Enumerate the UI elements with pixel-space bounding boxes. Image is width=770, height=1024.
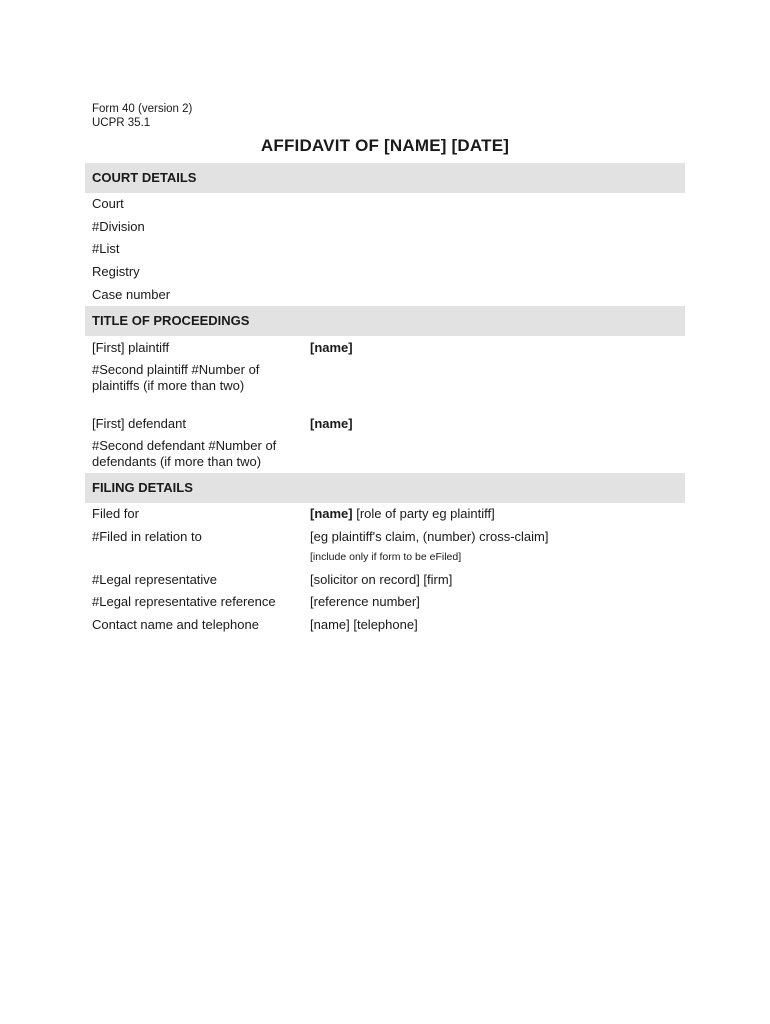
filed-for-label: Filed for xyxy=(92,506,139,521)
case-number-label: Case number xyxy=(92,287,171,302)
filed-in-relation-value: [eg plaintiff's claim, (number) cross-claim] xyxy=(310,529,549,544)
court-label: Court xyxy=(92,196,124,211)
filing-details-header: FILING DETAILS xyxy=(85,473,685,503)
second-plaintiff-label: #Second plaintiff #Number of plaintiffs (if more than two) xyxy=(92,362,260,393)
first-defendant-value: [name] xyxy=(310,416,353,431)
legal-representative-value: [solicitor on record] [firm] xyxy=(310,572,453,587)
filed-for-value xyxy=(310,506,495,522)
second-defendant-label: #Second defendant #Number of defendants (if more than two) xyxy=(92,438,277,469)
contact-value: [name] [telephone] xyxy=(310,617,418,632)
legal-representative-reference-value: [reference number] xyxy=(310,594,420,609)
division-label: #Division xyxy=(92,219,145,234)
filed-in-relation-label: #Filed in relation to xyxy=(92,529,202,544)
legal-representative-label: #Legal representative xyxy=(92,572,218,587)
contact-label: Contact name and telephone xyxy=(92,617,259,632)
title-of-proceedings-header: TITLE OF PROCEEDINGS xyxy=(85,306,685,336)
first-plaintiff-label: [First] plaintiff xyxy=(92,340,170,355)
document-title: AFFIDAVIT OF [NAME] [DATE] xyxy=(260,136,510,155)
filed-for-name: [name] xyxy=(310,506,353,521)
form-reference xyxy=(92,102,192,130)
registry-label: Registry xyxy=(92,264,140,279)
first-plaintiff-value: [name] xyxy=(310,340,353,355)
efiled-note: [include only if form to be eFiled] xyxy=(310,551,462,563)
first-defendant-label: [First] defendant xyxy=(92,416,186,431)
form-number: Form 40 (version 2) xyxy=(92,103,193,115)
filed-for-role: [role of party eg plaintiff] xyxy=(352,506,495,521)
list-label: #List xyxy=(92,241,120,256)
court-details-header: COURT DETAILS xyxy=(85,163,685,193)
rule-reference: UCPR 35.1 xyxy=(92,117,151,129)
legal-representative-reference-label: #Legal representative reference xyxy=(92,594,276,609)
